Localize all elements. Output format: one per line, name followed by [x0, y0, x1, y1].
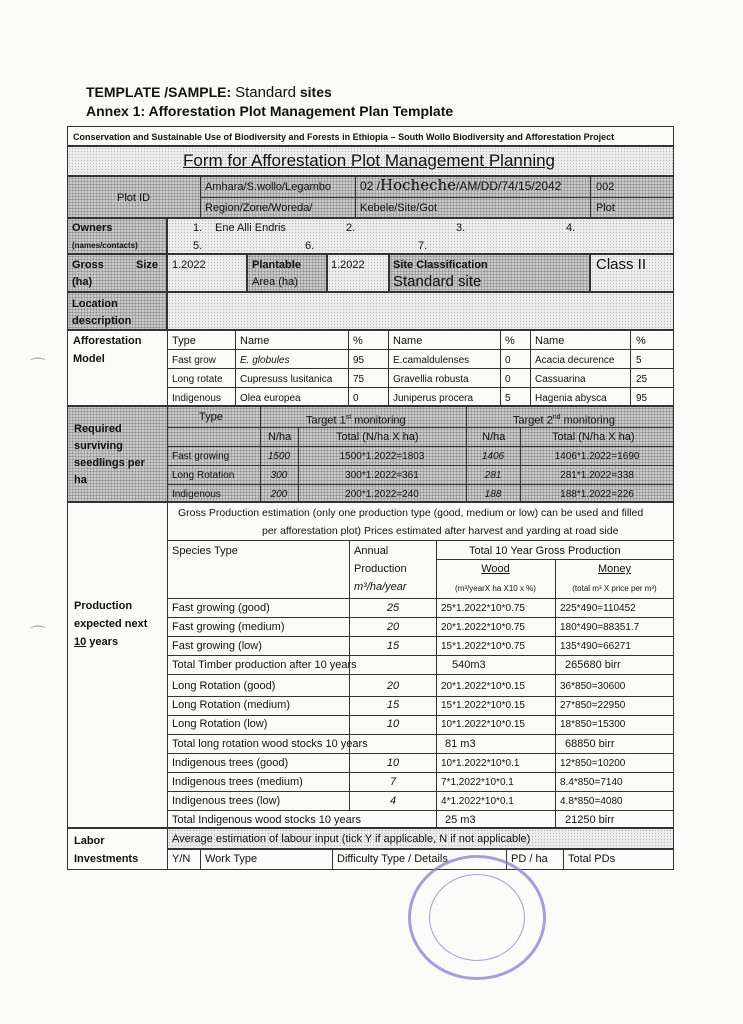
- seedling-row-total: 1406*1.2022=1690: [554, 451, 640, 462]
- production-row-annual: 15: [386, 640, 400, 652]
- annual-header-3: m³/ha/year: [354, 581, 407, 593]
- owner-num-3: 3.: [456, 222, 466, 234]
- seedlings-type-header: Type: [199, 411, 223, 423]
- seedling-row-type: Indigenous: [172, 489, 221, 500]
- model-label-2: Model: [73, 353, 105, 365]
- total-long-rotation-label: Total long rotation wood stocks 10 years: [172, 738, 368, 750]
- plantable-label-2: Area (ha): [252, 276, 298, 288]
- model-row-pct: 0: [505, 374, 511, 385]
- labor-header-work-type: Work Type: [205, 853, 258, 865]
- production-row-species: Long Rotation (medium): [172, 699, 291, 711]
- size-label: Size: [136, 259, 159, 271]
- production-row-annual: 15: [386, 699, 400, 711]
- heading-standard: Standard: [235, 84, 296, 101]
- project-title: Conservation and Sustainable Use of Biodiversity and Forests in Ethiopia – South Wollo Biodiversity and Afforestation Project: [73, 132, 615, 142]
- seedling-row-nha: 300: [270, 470, 288, 481]
- model-header-type: Type: [172, 335, 196, 347]
- total-long-rotation-wood: 81 m3: [445, 738, 476, 750]
- model-row-pct: 5: [636, 355, 642, 366]
- plantable-value: 1.2022: [331, 259, 365, 271]
- annex-title: Annex 1: Afforestation Plot Management Plan Template: [86, 103, 454, 119]
- gross-value: 1.2022: [172, 259, 206, 271]
- owner-num-6: 6.: [305, 240, 315, 252]
- ha-label: (ha): [72, 276, 93, 288]
- owner-1: Ene Alli Endris: [215, 222, 286, 234]
- wood-unit: (m³/yearX ha X10 x %): [455, 584, 536, 593]
- total-timber-money: 265680 birr: [565, 659, 621, 671]
- owner-num-5: 5.: [193, 240, 203, 252]
- model-header-pct-1: %: [353, 335, 363, 347]
- model-row-type: Fast grow: [172, 355, 216, 366]
- labor-header-total-pds: Total PDs: [568, 853, 616, 865]
- template-heading: [86, 84, 332, 101]
- seedlings-label-2: surviving: [74, 440, 123, 452]
- production-row-wood: 15*1.2022*10*0.15: [441, 700, 525, 711]
- production-row-money: 8.4*850=7140: [560, 777, 623, 788]
- model-row-type: Indigenous: [172, 393, 221, 404]
- production-label-3: [74, 636, 118, 649]
- site-class-value: Standard site: [393, 273, 482, 290]
- model-header-pct-3: %: [636, 335, 646, 347]
- production-row-wood: 10*1.2022*10*0.1: [441, 758, 520, 769]
- labor-label-2: Investments: [74, 853, 139, 865]
- site-class-label: Site Classification: [393, 259, 488, 271]
- kebele-value: [360, 176, 562, 194]
- production-note-1: Gross Production estimation (only one production type (good, medium or low) can be used and filled: [178, 507, 644, 519]
- plot-id-label: Plot ID: [117, 192, 151, 204]
- seedling-row-total: 300*1.2022=361: [345, 470, 419, 481]
- owner-num-4: 4.: [566, 222, 576, 234]
- production-row-wood: 7*1.2022*10*0.1: [441, 777, 514, 788]
- model-row-name: Gravellia robusta: [393, 374, 469, 385]
- seedling-row-nha: 188: [484, 489, 502, 500]
- model-row-name: E.camaldulenses: [393, 355, 470, 366]
- labor-header-yn: Y/N: [172, 853, 191, 865]
- total-long-rotation-money: 68850 birr: [565, 738, 615, 750]
- production-row-species: Long Rotation (good): [172, 680, 276, 692]
- seedling-row-total: 281*1.2022=338: [560, 470, 634, 481]
- region-label: Region/Zone/Woreda/: [205, 202, 313, 214]
- target1-post: monitoring: [351, 414, 406, 427]
- production-row-species: Fast growing (good): [172, 602, 270, 614]
- official-stamp: [408, 855, 546, 980]
- target1-nha-header: N/ha: [268, 431, 292, 443]
- production-row-species: Fast growing (low): [172, 640, 262, 652]
- production-row-species: Indigenous trees (good): [172, 757, 289, 769]
- target1-text: Target 1: [306, 414, 346, 427]
- labor-note: Average estimation of labour input (tick Y if applicable, N if not applicable): [172, 833, 531, 845]
- model-row-pct: 5: [505, 393, 511, 404]
- margin-mark: ⌒: [30, 358, 47, 375]
- seedling-row-nha: 1500: [267, 451, 291, 462]
- production-row-annual: 20: [386, 621, 400, 633]
- production-row-annual: 25: [386, 602, 400, 614]
- production-row-annual: 20: [386, 680, 400, 692]
- model-row-name: E. globules: [240, 355, 290, 366]
- kebele-label: Kebele/Site/Got: [360, 202, 438, 214]
- owner-num-2: 2.: [346, 222, 356, 234]
- location-value-cell: [167, 292, 674, 330]
- heading-sites: sites: [299, 84, 332, 100]
- model-row-pct: 75: [353, 374, 365, 385]
- seedling-row-nha: 281: [484, 470, 502, 481]
- form-title: Form for Afforestation Plot Management Planning: [183, 151, 555, 170]
- region-value: Amhara/S.wollo/Legambo: [205, 181, 331, 193]
- owners-sublabel: (names/contacts): [72, 241, 138, 250]
- production-row-money: 36*850=30600: [560, 681, 626, 692]
- production-row-wood: 15*1.2022*10*0.75: [441, 641, 525, 652]
- location-label: Location: [72, 298, 118, 310]
- production-row-money: 12*850=10200: [560, 758, 626, 769]
- seedling-row-nha: 200: [270, 489, 288, 500]
- production-row-money: 225*490=110452: [560, 603, 636, 614]
- heading-bold: TEMPLATE /SAMPLE:: [86, 84, 232, 100]
- target2-sup: nd: [552, 414, 561, 421]
- production-row-money: 27*850=22950: [560, 700, 626, 711]
- production-row-money: 135*490=66271: [560, 641, 631, 652]
- production-row-species: Indigenous trees (medium): [172, 776, 303, 788]
- annual-header-1: Annual: [354, 545, 389, 557]
- model-header-name-1: Name: [240, 335, 270, 347]
- production-label-10: 10: [74, 636, 87, 648]
- model-row-name: Acacia decurence: [535, 355, 615, 366]
- species-type-header: Species Type: [172, 545, 238, 557]
- total-timber-wood: 540m3: [452, 659, 486, 671]
- target2-text: Target 2: [513, 414, 553, 427]
- model-row-type: Long rotate: [172, 374, 223, 385]
- model-row-name: Juniperus procera: [393, 393, 474, 404]
- production-row-species: Indigenous trees (low): [172, 795, 281, 807]
- model-header-pct-2: %: [505, 335, 515, 347]
- annual-header-2: Production: [354, 563, 407, 575]
- target2-post: monitoring: [560, 414, 615, 427]
- model-row-pct: 0: [505, 355, 511, 366]
- production-note-2: per afforestation plot) Prices estimated after harvest and yarding at road side: [262, 525, 619, 537]
- production-row-species: Long Rotation (low): [172, 718, 268, 730]
- model-row-pct: 25: [636, 374, 648, 385]
- production-row-money: 4.8*850=4080: [560, 796, 623, 807]
- production-row-wood: 4*1.2022*10*0.1: [441, 796, 514, 807]
- seedling-row-total: 188*1.2022=226: [560, 489, 634, 500]
- target1-header: [306, 411, 406, 428]
- plot-label: Plot: [596, 202, 615, 214]
- model-row-name: Cassuarina: [535, 374, 586, 385]
- seedling-row-total: 1500*1.2022=1803: [339, 451, 425, 462]
- plot-value: 002: [596, 181, 615, 193]
- production-row-annual: 10: [386, 757, 400, 769]
- target2-total-header: Total (N/ha X ha): [552, 431, 635, 443]
- seedling-row-type: Fast growing: [172, 451, 230, 462]
- seedlings-label-1: Required: [74, 423, 122, 435]
- model-row-pct: 95: [353, 355, 365, 366]
- total-indigenous-wood: 25 m3: [445, 814, 476, 826]
- wood-header: Wood: [481, 563, 510, 575]
- target2-nha-header: N/ha: [482, 431, 506, 443]
- kebele-prefix: 02 /: [360, 179, 381, 193]
- kebele-handwritten: Hocheche: [380, 176, 457, 194]
- owner-num-1: 1.: [193, 222, 203, 234]
- margin-mark: ⌒: [30, 626, 47, 643]
- seedlings-label-4: ha: [74, 474, 87, 486]
- production-row-wood: 25*1.2022*10*0.75: [441, 603, 525, 614]
- model-row-pct: 95: [636, 393, 648, 404]
- plantable-label: Plantable: [252, 259, 301, 271]
- owners-label: Owners: [72, 222, 113, 234]
- production-label-years: years: [86, 636, 119, 648]
- production-row-annual: 7: [389, 776, 397, 788]
- production-row-money: 180*490=88351.7: [560, 622, 640, 633]
- production-row-wood: 20*1.2022*10*0.75: [441, 622, 525, 633]
- seedlings-label-3: seedlings per: [74, 457, 145, 469]
- target2-header: [513, 411, 615, 428]
- seedling-row-total: 200*1.2022=240: [345, 489, 419, 500]
- model-row-name: Olea europea: [240, 393, 301, 404]
- model-label: Afforestation: [73, 335, 142, 347]
- production-row-wood: 20*1.2022*10*0.15: [441, 681, 525, 692]
- total-indigenous-money: 21250 birr: [565, 814, 615, 826]
- total-timber-label: Total Timber production after 10 years: [172, 659, 357, 671]
- labor-label-1: Labor: [74, 835, 105, 847]
- target1-sup: st: [345, 414, 352, 421]
- model-header-name-3: Name: [535, 335, 565, 347]
- location-label-2: description: [72, 315, 132, 327]
- gross-label: Gross: [72, 259, 104, 271]
- model-row-pct: 0: [353, 393, 359, 404]
- production-row-wood: 10*1.2022*10*0.15: [441, 719, 525, 730]
- kebele-suffix: /AM/DD/74/15/2042: [456, 179, 562, 193]
- production-row-annual: 10: [386, 718, 400, 730]
- money-header: Money: [597, 563, 632, 575]
- target1-total-header: Total (N/ha X ha): [336, 431, 419, 443]
- production-row-money: 18*850=15300: [560, 719, 626, 730]
- labor-header-difficulty: Difficulty Type / Details: [337, 853, 448, 865]
- production-label-1: Production: [74, 600, 133, 612]
- production-row-species: Fast growing (medium): [172, 621, 285, 633]
- class-value: Class II: [596, 256, 647, 273]
- labor-header-pd-ha: PD / ha: [511, 853, 548, 865]
- model-row-name: Hagenia abysca: [535, 393, 607, 404]
- total10-header: Total 10 Year Gross Production: [469, 545, 621, 557]
- money-unit: (total m³ X price per m³): [572, 584, 657, 593]
- model-header-name-2: Name: [393, 335, 423, 347]
- production-label-2: expected next: [74, 618, 148, 630]
- production-row-annual: 4: [389, 795, 397, 807]
- model-row-name: Cupresuss lusitanica: [240, 374, 333, 385]
- seedling-row-type: Long Rotation: [172, 470, 235, 481]
- total-indigenous-label: Total Indigenous wood stocks 10 years: [172, 814, 361, 826]
- seedling-row-nha: 1406: [481, 451, 505, 462]
- owner-num-7: 7.: [418, 240, 428, 252]
